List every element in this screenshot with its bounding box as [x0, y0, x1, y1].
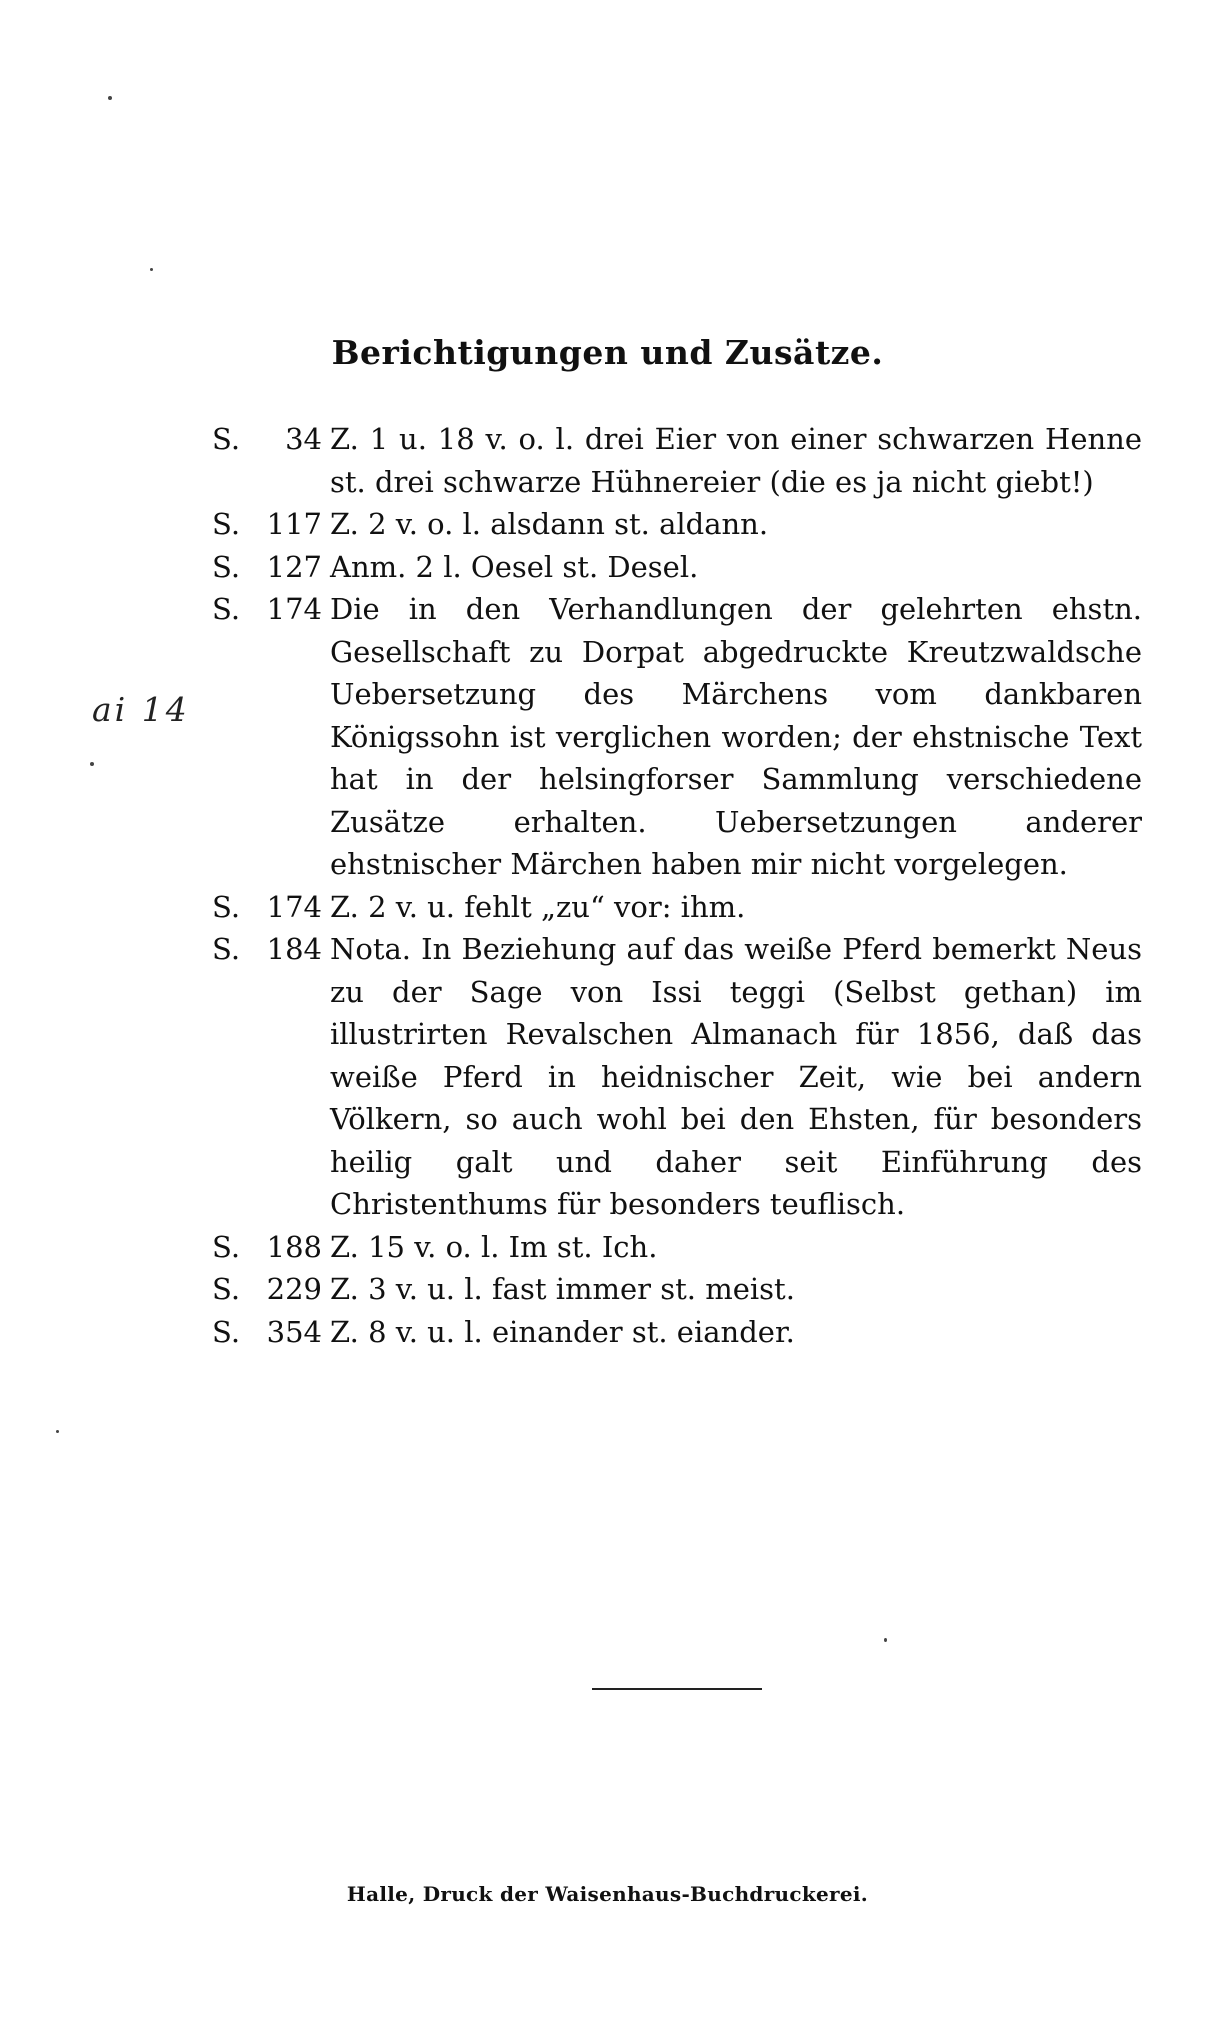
- entry-reference: [212, 418, 324, 461]
- errata-entry: [212, 928, 1142, 1226]
- entry-text: Anm. 2 l. Oesel st. Desel.: [330, 549, 699, 584]
- entry-s-label: S.: [212, 1229, 241, 1264]
- entry-page-number: 229: [266, 1272, 322, 1306]
- ink-speck: [884, 1638, 887, 1642]
- ink-speck: [90, 762, 94, 766]
- ink-speck: [150, 268, 153, 271]
- entry-reference: [212, 886, 324, 929]
- entry-s-label: S.: [212, 549, 241, 584]
- entry-reference: [212, 1311, 324, 1354]
- entry-reference: [212, 503, 324, 546]
- entry-text: Nota. In Beziehung auf das weiße Pferd bemerkt Neus zu der Sage von Issi teggi (Selbst gethan) im illustrirten Revalschen Almanach für 1856, daß das weiße Pferd in heidnischer Zeit, wie bei andern Völkern, so auch wohl bei den Ehsten, für besonders heilig galt und daher seit Einführung des Christenthums für besonders teuflisch.: [330, 932, 1142, 1221]
- errata-entry: [212, 588, 1142, 886]
- entry-page-number: 34: [285, 422, 322, 456]
- ink-speck: [108, 96, 112, 100]
- errata-entry: [212, 886, 1142, 929]
- entry-s-label: S.: [212, 932, 241, 966]
- entry-page-number: 174: [266, 889, 322, 924]
- entry-page-number: 354: [266, 1314, 322, 1349]
- entry-text: Z. 8 v. u. l. einander st. eiander.: [330, 1314, 795, 1349]
- page-title: Berichtigungen und Zusätze.: [331, 333, 884, 372]
- entry-s-label: S.: [212, 592, 241, 626]
- entry-reference: [212, 588, 324, 631]
- errata-entry: [212, 1311, 1142, 1354]
- ink-speck: [56, 1430, 59, 1433]
- entry-page-number: 184: [266, 932, 322, 966]
- horizontal-rule: [592, 1688, 762, 1690]
- entry-text: Z. 2 v. o. l. alsdann st. aldann.: [330, 507, 769, 541]
- entry-text: Z. 3 v. u. l. fast immer st. meist.: [330, 1272, 795, 1306]
- entry-reference: [212, 1268, 324, 1311]
- errata-entry: [212, 1268, 1142, 1311]
- entry-text: Z. 2 v. u. fehlt „zu“ vor: ihm.: [330, 889, 746, 924]
- entry-page-number: 174: [266, 592, 322, 626]
- errata-entry: [212, 1226, 1142, 1269]
- errata-list: [212, 418, 1142, 1353]
- entry-page-number: 117: [266, 507, 322, 541]
- printer-imprint: Halle, Druck der Waisenhaus-Buchdruckerei.: [346, 1882, 869, 1906]
- entry-s-label: S.: [212, 507, 241, 541]
- errata-entry: [212, 418, 1142, 503]
- entry-s-label: S.: [212, 1272, 241, 1306]
- handwritten-margin-note: ai 14: [92, 690, 190, 729]
- entry-text: Z. 1 u. 18 v. o. l. drei Eier von einer schwarzen Henne st. drei schwarze Hühnereier (die es ja nicht giebt!): [330, 422, 1142, 499]
- entry-reference: [212, 928, 324, 971]
- entry-reference: [212, 1226, 324, 1269]
- entry-text: Z. 15 v. o. l. Im st. Ich.: [330, 1229, 658, 1264]
- entry-s-label: S.: [212, 422, 241, 456]
- errata-entry: [212, 503, 1142, 546]
- entry-reference: [212, 546, 324, 589]
- entry-text: Die in den Verhandlungen der gelehrten ehstn. Gesellschaft zu Dorpat abgedruckte Kreutzwaldsche Uebersetzung des Märchens vom dankbaren Königssohn ist verglichen worden; der ehstnische Text hat in der helsingforser Sammlung verschiedene Zusätze erhalten. Uebersetzungen anderer ehstnischer Märchen haben mir nicht vorgelegen.: [330, 592, 1142, 881]
- entry-page-number: 127: [266, 549, 322, 584]
- entry-s-label: S.: [212, 889, 241, 924]
- entry-s-label: S.: [212, 1314, 241, 1349]
- entry-page-number: 188: [266, 1229, 322, 1264]
- errata-entry: [212, 546, 1142, 589]
